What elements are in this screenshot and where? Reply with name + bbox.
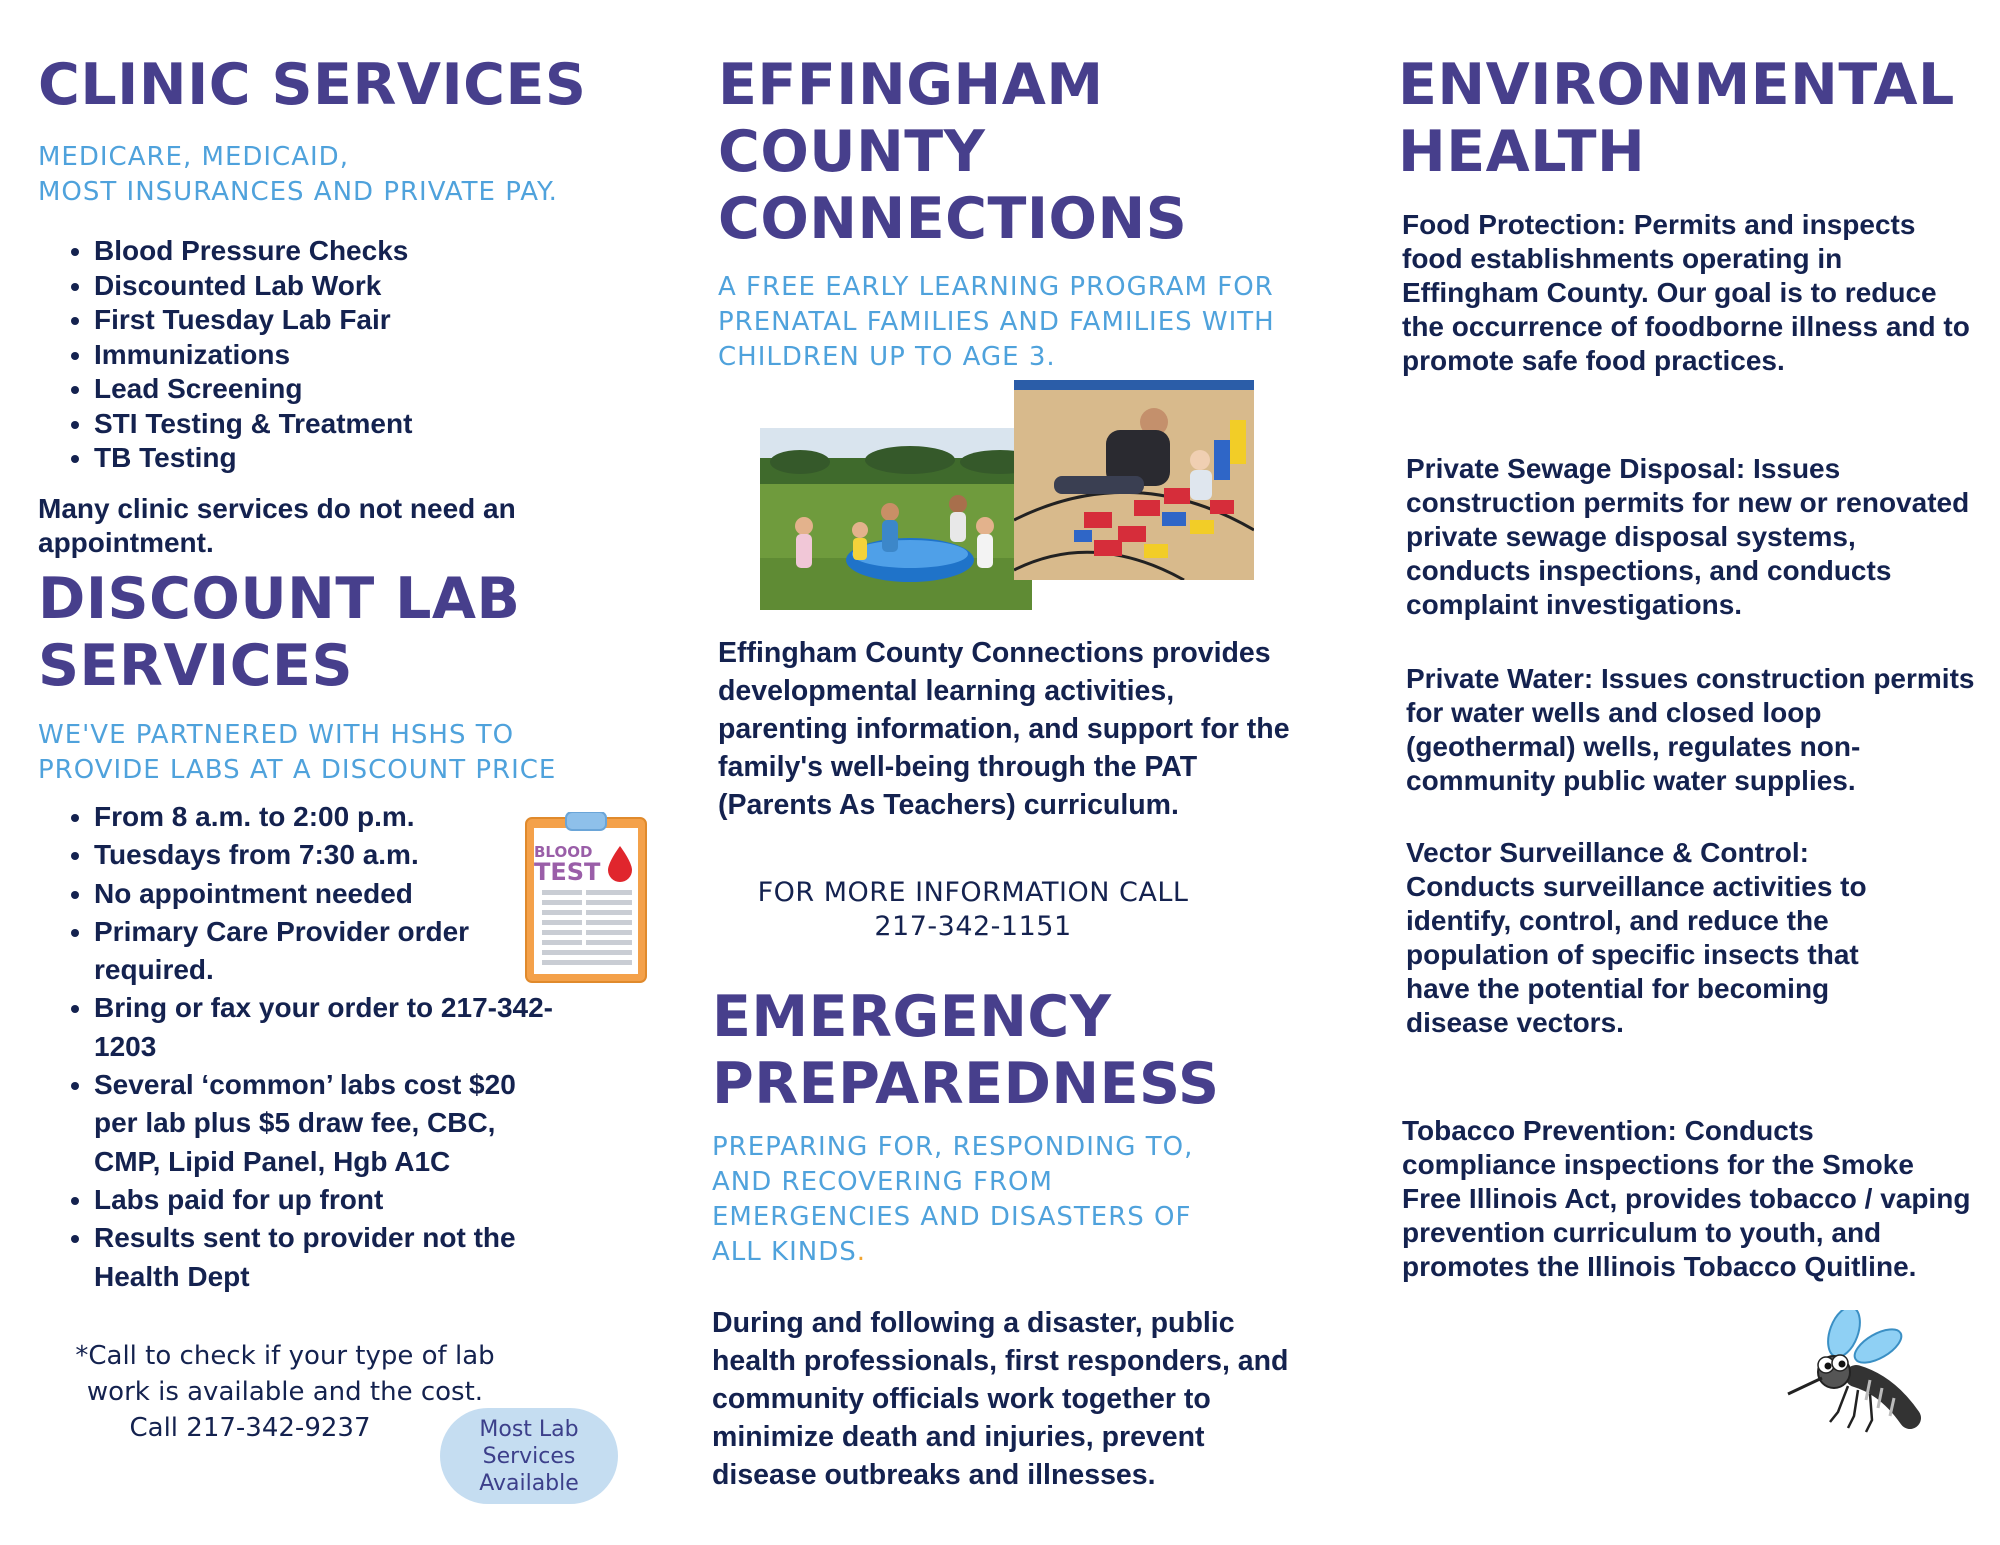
environmental-title-line: HEALTH	[1398, 119, 1646, 185]
clipboard-label-test: TEST	[534, 858, 601, 886]
vector-surveillance-text: Vector Surveillance & Control: Conducts surveillance activities to identify, control, and reduce the population of specific insects that have the potential for becoming disease vectors.	[1406, 837, 1867, 1038]
emergency-body: During and following a disaster, public health professionals, first responders, and community officials work together to minimize death and injuries, prevent disease outbreaks and illnesses.	[712, 1307, 1289, 1491]
most-lab-services-badge	[440, 1408, 618, 1504]
connections-subtitle	[718, 270, 1275, 375]
environmental-title	[1398, 52, 1955, 186]
note-line: work is available and the cost.	[86, 1377, 484, 1407]
list-item: • Several ‘common’ labs cost $20 per lab plus $5 draw fee, CBC, CMP, Lipid Panel, Hgb A1C	[94, 1066, 564, 1181]
accent-dot: .	[856, 1237, 866, 1267]
connections-title-line: EFFINGHAM	[718, 52, 1104, 118]
connections-title-line: CONNECTIONS	[718, 186, 1188, 252]
discount-lab-subtitle-line: WE'VE PARTNERED WITH HSHS TO	[38, 720, 515, 750]
clinic-note: Many clinic services do not need an appointment.	[38, 493, 516, 558]
note-line: *Call to check if your type of lab	[75, 1341, 495, 1371]
clinic-subtitle	[38, 140, 558, 210]
blood-test-clipboard-icon	[522, 812, 650, 987]
list-item: • First Tuesday Lab Fair	[94, 303, 654, 338]
list-item: • Discounted Lab Work	[94, 269, 654, 304]
list-item: • From 8 a.m. to 2:00 p.m.	[94, 798, 564, 836]
private-water-text: Private Water: Issues construction permits for water wells and closed loop (geothermal) wells, regulates non-community public water supplies.	[1406, 663, 1975, 796]
list-item: • Primary Care Provider order required.	[94, 913, 564, 990]
connections-subtitle-line: CHILDREN UP TO AGE 3.	[718, 342, 1056, 372]
clinic-subtitle-line: MOST INSURANCES AND PRIVATE PAY.	[38, 177, 558, 207]
discount-lab-title	[38, 566, 520, 700]
gym-blocks-photo	[1014, 380, 1254, 580]
list-item: • Bring or fax your order to 217-342-1203	[94, 989, 564, 1066]
mosquito-icon	[1782, 1310, 1922, 1440]
clinic-subtitle-line: MEDICARE, MEDICAID,	[38, 142, 349, 172]
connections-title	[718, 52, 1187, 253]
private-sewage-text: Private Sewage Disposal: Issues construction permits for new or renovated private sewage disposal systems, conducts inspections, and conducts complaint investigations.	[1406, 453, 1970, 620]
note-line: Call 217-342-9237	[129, 1413, 371, 1443]
clipboard-label-blood: BLOOD	[534, 843, 593, 861]
discount-lab-subtitle-line: PROVIDE LABS AT A DISCOUNT PRICE	[38, 755, 557, 785]
list-item: • No appointment needed	[94, 875, 564, 913]
list-item: • Results sent to provider not the Health Dept	[94, 1219, 564, 1296]
list-item: • Blood Pressure Checks	[94, 234, 654, 269]
emergency-subtitle-text: ALL KINDS	[712, 1237, 857, 1267]
connections-subtitle-line: PRENATAL FAMILIES AND FAMILIES WITH	[718, 307, 1275, 337]
emergency-subtitle	[712, 1130, 1193, 1270]
food-protection-text: Food Protection: Permits and inspects food establishments operating in Effingham County. Our goal is to reduce the occurrence of foodborne illness and to promote safe food practices.	[1402, 209, 1970, 376]
list-item: • Labs paid for up front	[94, 1181, 564, 1219]
kids-outdoor-photo	[760, 428, 1032, 610]
tobacco-prevention-text: Tobacco Prevention: Conducts compliance inspections for the Smoke Free Illinois Act, provides tobacco / vaping prevention curriculum to youth, and promotes the Illinois Tobacco Quitline.	[1402, 1115, 1971, 1282]
contact-phone: 217-342-1151	[874, 911, 1072, 942]
discount-lab-list	[38, 798, 564, 1296]
contact-line: FOR MORE INFORMATION CALL	[757, 877, 1189, 908]
connections-title-line: COUNTY	[718, 119, 986, 185]
emergency-title-line: PREPAREDNESS	[712, 1051, 1220, 1117]
emergency-subtitle-line	[712, 1235, 1193, 1270]
emergency-subtitle-line: AND RECOVERING FROM	[712, 1167, 1053, 1197]
badge-line: Available	[479, 1470, 579, 1496]
clinic-services-list	[38, 234, 654, 476]
badge-line: Services	[482, 1443, 576, 1469]
list-item: • STI Testing & Treatment	[94, 407, 654, 442]
list-item: • Immunizations	[94, 338, 654, 373]
discount-lab-title-line: DISCOUNT LAB	[38, 566, 521, 632]
connections-body: Effingham County Connections provides developmental learning activities, parenting information, and support for the family's well-being through the PAT (Parents As Teachers) curriculum.	[718, 637, 1290, 821]
emergency-subtitle-line: EMERGENCIES AND DISASTERS OF	[712, 1202, 1192, 1232]
list-item: • Lead Screening	[94, 372, 654, 407]
connections-contact	[718, 876, 1228, 944]
clinic-services-title: CLINIC SERVICES	[38, 52, 587, 118]
list-item: • TB Testing	[94, 441, 654, 476]
emergency-title	[712, 984, 1220, 1118]
discount-lab-title-line: SERVICES	[38, 633, 354, 699]
emergency-title-line: EMERGENCY	[712, 984, 1112, 1050]
list-item: • Tuesdays from 7:30 a.m.	[94, 836, 564, 874]
connections-subtitle-line: A FREE EARLY LEARNING PROGRAM FOR	[718, 272, 1274, 302]
environmental-title-line: ENVIRONMENTAL	[1398, 52, 1955, 118]
emergency-subtitle-line: PREPARING FOR, RESPONDING TO,	[712, 1132, 1194, 1162]
discount-lab-subtitle	[38, 718, 556, 788]
badge-line: Most Lab	[479, 1416, 579, 1442]
